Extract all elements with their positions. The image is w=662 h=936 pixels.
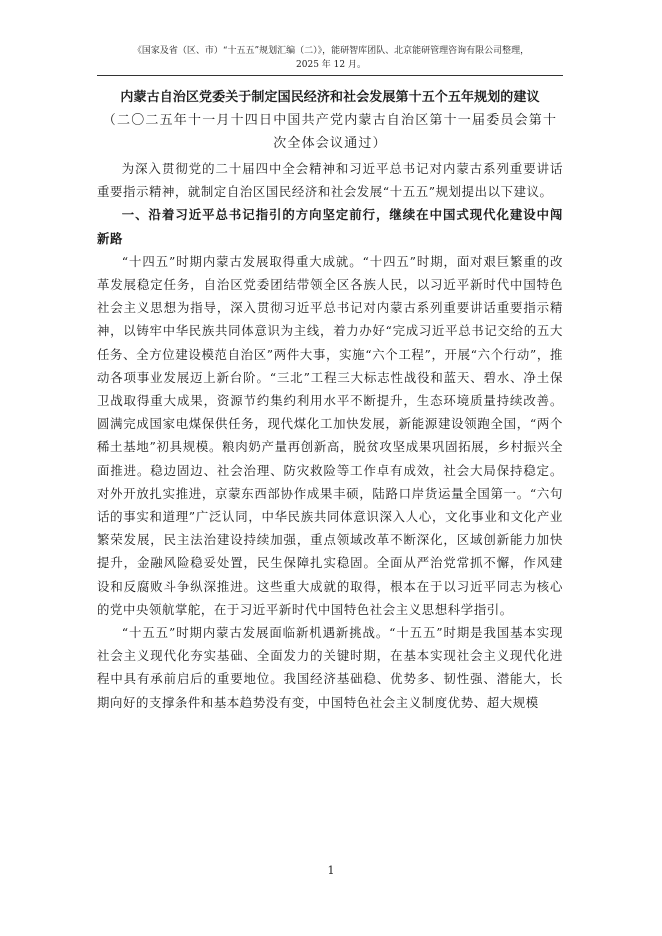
section-heading-1: 一、沿着习近平总书记指引的方向坚定前行，继续在中国式现代化建设中闯新路 xyxy=(97,207,563,246)
body-paragraph-2: “十五五”时期内蒙古发展面临新机遇新挑战。“十五五”时期是我国基本实现社会主义现代化夯实基础、全面发力的关键时期，在基本实现社会主义现代化进程中具有承前启后的重要地位。我国经济基础稳、优势多、韧性强、潜能大，长期向好的支撑条件和基本趋势没有变，中国特色社会主义制度优势、超大规模 xyxy=(97,625,563,710)
header-citation-line-2: 2025 年 12 月。 xyxy=(296,60,366,70)
header-divider xyxy=(97,75,563,76)
page-header xyxy=(80,44,582,72)
header-citation-line-1: 《国家及省（区、市）“十五五”规划汇编（二）》，能研智库团队、北京能研管理咨询有限公司整理， xyxy=(132,46,530,56)
document-body xyxy=(97,87,563,714)
document-subtitle: （二〇二五年十一月十四日中国共产党内蒙古自治区第十一届委员会第十次全体会议通过） xyxy=(102,113,558,151)
intro-paragraph: 为深入贯彻党的二十届四中全会精神和习近平总书记对内蒙古系列重要讲话重要指示精神，就制定自治区国民经济和社会发展“十五五”规划提出以下建议。 xyxy=(97,161,563,200)
page-number: 1 xyxy=(327,864,335,877)
body-paragraph-1: “十四五”时期内蒙古发展取得重大成就。“十四五”时期，面对艰巨繁重的改革发展稳定任务，自治区党委团结带领全区各族人民，以习近平新时代中国特色社会主义思想为指导，深入贯彻习近平总书记对内蒙古系列重要讲话重要指示精神，以铸牢中华民族共同体意识为主线，着力办好“完成习近平总书记交给的五大任务、全方位建设模范自治区”两件大事，实施“六个工程”，开展“六个行动”，推动各项事业发展迈上新台阶。“三北”工程三大标志性战役和蓝天、碧水、净土保卫战取得重大成果，资源节约集约利用水平不断提升，生态环境质量持续改善。圆满完成国家电煤保供任务，现代煤化工加快发展，新能源建设领跑全国，“两个稀土基地”初具规模。粮肉奶产量再创新高，脱贫攻坚成果巩固拓展，乡村振兴全面推进。稳边固边、社会治理、防灾救险等工作卓有成效，社会大局保持稳定。对外开放扎实推进，京蒙东西部协作成果丰硕，陆路口岸货运量全国第一。“六句话的事实和道理”广泛认同，中华民族共同体意识深入人心，文化事业和文化产业繁荣发展，民主法治建设持续加强，重点领域改革不断深化，区域创新能力加快提升，金融风险稳妥处置，民生保障扎实稳固。全面从严治党常抓不懈，作风建设和反腐败斗争纵深推进。这些重大成就的取得，根本在于以习近平同志为核心的党中央领航掌舵，在于习近平新时代中国特色社会主义思想科学指引。 xyxy=(97,253,563,617)
document-title: 内蒙古自治区党委关于制定国民经济和社会发展第十五个五年规划的建议 xyxy=(120,90,540,105)
